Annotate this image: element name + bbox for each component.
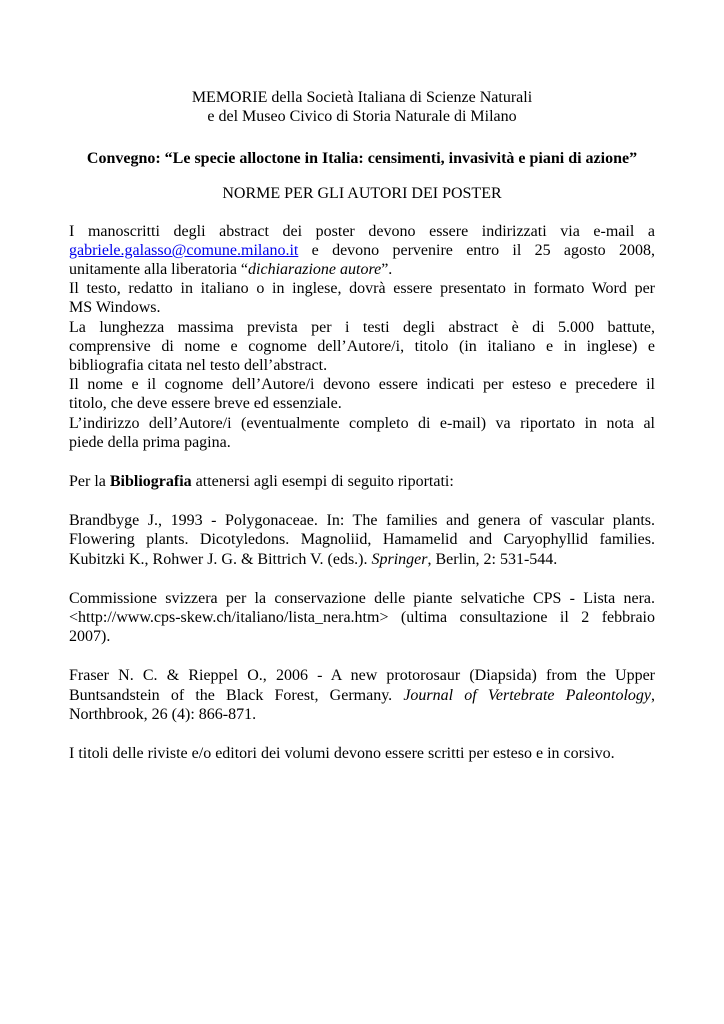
body-text: , Berlin, 2: 531-544. [427, 551, 558, 568]
bold-text: Bibliografia [109, 473, 192, 490]
body-text: , [651, 687, 655, 704]
body-line: bibliografia citata nel testo dell’abstract. [69, 357, 328, 374]
body-line: Il testo, redatto in italiano o in inglese, dovrà essere presentato in formato Word per [69, 280, 655, 297]
italic-text: dichiarazione autore [248, 261, 382, 278]
reference-line: Fraser N. C. & Rieppel O., 2006 - A new protorosaur (Diapsida) from the Upper [69, 667, 655, 684]
reference-line [69, 550, 655, 569]
body-text: Per la [69, 473, 110, 490]
closing-note: I titoli delle riviste e/o editori dei volumi devono essere scritti per esteso e in corsivo. [69, 745, 615, 762]
reference-line [69, 686, 655, 705]
italic-text: Springer [371, 551, 428, 568]
section-title: NORME PER GLI AUTORI DEI POSTER [222, 185, 502, 202]
reference-line: Northbrook, 26 (4): 866-871. [69, 706, 257, 723]
italic-text: Journal of Vertebrate Paleontology [403, 687, 651, 704]
body-line: titolo, che deve essere breve ed essenziale. [69, 395, 342, 412]
journal-title-line-1: MEMORIE della Società Italiana di Scienze Naturali [191, 89, 533, 106]
email-link[interactable]: gabriele.galasso@comune.milano.it [69, 242, 299, 259]
body-line: I manoscritti degli abstract dei poster devono essere indirizzati via e-mail a [69, 223, 655, 240]
body-text: Kubitzki K., Rohwer J. G. & Bittrich V. (eds.). [69, 551, 372, 568]
body-line [69, 260, 655, 279]
reference-line: <http://www.cps-skew.ch/italiano/lista_nera.htm> (ultima consultazione il 2 febbraio [69, 609, 655, 626]
reference-line: Flowering plants. Dicotyledons. Magnoliid, Hamamelid and Caryophyllid families. [69, 531, 655, 548]
body-line: Il nome e il cognome dell’Autore/i devono essere indicati per esteso e precedere il [69, 376, 655, 393]
body-text: ”. [381, 261, 393, 278]
convegno-title: Convegno: “Le specie alloctone in Italia: censimenti, invasività e piani di azione” [86, 150, 638, 167]
body-text: unitamente alla liberatoria “ [69, 261, 249, 278]
body-text: e devono pervenire entro il 25 agosto 2008, [298, 242, 655, 259]
body-line: La lunghezza massima prevista per i testi degli abstract è di 5.000 battute, [69, 319, 655, 336]
body-line: MS Windows. [69, 299, 161, 316]
bibliography-intro [69, 472, 655, 491]
body-text: attenersi agli esempi di seguito riportati: [191, 473, 454, 490]
body-line: piede della prima pagina. [69, 434, 231, 451]
journal-title-line-2: e del Museo Civico di Storia Naturale di Milano [207, 108, 517, 125]
body-line: L’indirizzo dell’Autore/i (eventualmente completo di e-mail) va riportato in nota al [69, 415, 655, 432]
reference-line: Brandbyge J., 1993 - Polygonaceae. In: The families and genera of vascular plants. [69, 512, 655, 529]
body-line [69, 241, 655, 260]
body-line: comprensive di nome e cognome dell’Autore/i, titolo (in italiano e in inglese) e [69, 338, 655, 355]
body-text: Buntsandstein of the Black Forest, Germany. [69, 687, 404, 704]
reference-line: 2007). [69, 628, 111, 645]
reference-line: Commissione svizzera per la conservazione delle piante selvatiche CPS - Lista nera. [69, 590, 655, 607]
